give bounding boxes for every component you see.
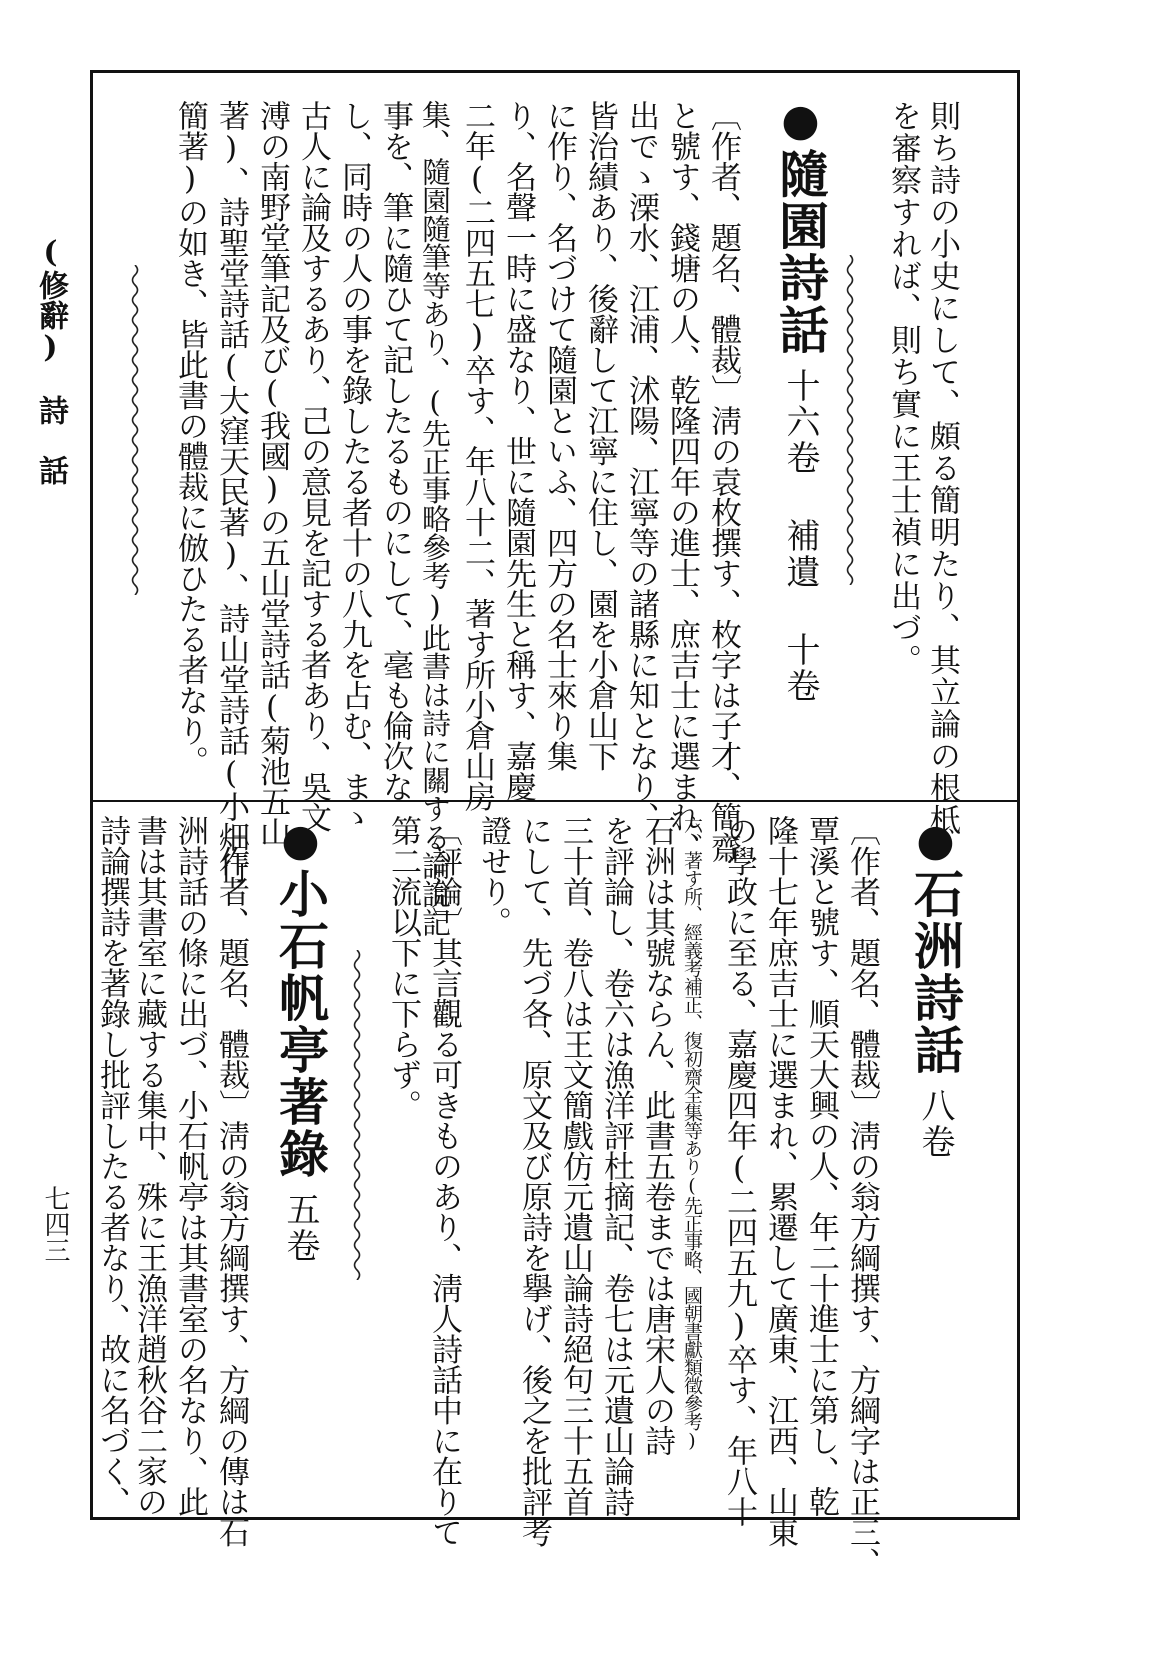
intro-line-2: を審察すれば、則ち實に王士禎に出づ。 <box>885 100 921 676</box>
wavy-divider <box>845 255 855 585</box>
shizhou-line-5: 六、著す所、經義考補正、復初齋全集等あり(先正事略、國朝書獻類徵參考) <box>681 815 703 1451</box>
heading-volumes: 十六卷 補遺 十卷 <box>780 368 820 704</box>
shizhou-line-3: 隆十七年庶吉士に選まれ、累遷して廣東、江西、山東 <box>762 815 798 1547</box>
running-head: (修辭) 詩 話 <box>33 235 68 485</box>
heading-volumes: 八卷 <box>915 1088 955 1160</box>
shizhou-line-8: 三十首、卷八は王文簡戲仿元遺山論詩絕句三十五首 <box>557 815 593 1517</box>
heading-suiyuan <box>771 95 830 704</box>
xiaoshifan-line-2: 洲詩話の條に出づ、小石帆亭は其書室の名なり、此 <box>172 815 208 1517</box>
suiyuan-line-2: と號す、錢塘の人、乾隆四年の進士、庶吉士に選まれ、 <box>664 100 700 863</box>
heading-title: 小石帆亭著錄 <box>271 868 330 1180</box>
intro-line-1: 則ち詩の小史にして、頗る簡明たり、其立論の根柢 <box>924 100 960 836</box>
heading-shizhou <box>906 815 965 1160</box>
suiyuan-line-11: 古人に論及するあり、己の意見を記する者あり、吳文 <box>295 100 331 832</box>
suiyuan-line-8: 集、隨園隨筆等あり、(先正事略參考)此書は詩に關する論說記 <box>418 100 452 937</box>
suiyuan-line-4: 皆治績あり、後辭して江寧に住し、園を小倉山下 <box>582 100 618 771</box>
shizhou-line-9: にして、先づ各、原文及び原詩を擧げ、後之を批評考 <box>516 815 552 1547</box>
suiyuan-line-5: に作り、名づけて隨園といふ、四方の名士來り集 <box>541 100 577 771</box>
heading-xiaoshifan <box>271 815 330 1264</box>
shizhou-line-4: の學政に至る、嘉慶四年(二四五九)卒す、年八十 <box>721 815 757 1527</box>
heading-title: 隨園詩話 <box>771 148 830 356</box>
suiyuan-line-10: し、同時の人の事を錄したる者十の八九を占む、まゝ <box>336 100 372 832</box>
suiyuan-line-3: 出でゝ溧水、江浦、沭陽、江寧等の諸縣に知となり、 <box>623 100 659 832</box>
suiyuan-line-7: 二年(二四五七)卒す、年八十二、著す所小倉山房 <box>459 100 495 812</box>
shizhou-line-6: 石洲は其號ならん、此書五卷までは唐宋人の詩 <box>639 815 675 1456</box>
shizhou-line-1: 〔作者、題名、體裁〕淸の翁方綱撰す、方綱字は正三、 <box>844 815 880 1578</box>
shizhou-line-7: を評論し、卷六は漁洋評杜摘記、卷七は元遺山論詩 <box>598 815 634 1517</box>
heading-title: 石洲詩話 <box>906 868 965 1076</box>
xiaoshifan-line-1: 〔作者、題名、體裁〕淸の翁方綱撰す、方綱の傳は石 <box>213 815 249 1547</box>
suiyuan-line-13: 著)、詩聖堂詩話(大窪天民著)、詩山堂詩話(小畑行 <box>213 100 249 883</box>
suiyuan-line-14: 簡著)の如き、皆此書の體裁に倣ひたる者なり。 <box>172 100 208 776</box>
suiyuan-line-6: り、名聲一時に盛なり、世に隨園先生と稱す、嘉慶 <box>500 100 536 802</box>
shizhou-review-2: 第二流以下に下らず。 <box>385 815 421 1120</box>
xiaoshifan-line-4: 詩論撰詩を著錄し批評したる者なり、故に名づく、 <box>94 815 130 1517</box>
bullet-marker: ● <box>775 95 826 148</box>
shizhou-line-2: 覃溪と號す、順天大興の人、年二十進士に第し、乾 <box>803 815 839 1517</box>
suiyuan-line-1: 〔作者、題名、體裁〕淸の袁枚撰す、枚字は子才、簡齋 <box>705 100 741 863</box>
suiyuan-line-9: 事を、筆に隨ひて記したるものにして、毫も倫次な <box>377 100 413 802</box>
suiyuan-line-12: 溥の南野堂筆記及び(我國)の五山堂詩話(菊池五山 <box>254 100 290 847</box>
xiaoshifan-line-3: 書は其書室に藏する集中、殊に王漁洋趙秋谷二家の <box>131 815 167 1517</box>
wavy-divider <box>130 265 140 595</box>
page-number: 七四三 <box>40 1185 70 1263</box>
shizhou-line-10: 證せり。 <box>475 815 511 937</box>
bullet-marker: ● <box>910 815 961 868</box>
bullet-marker: ● <box>275 815 326 868</box>
shizhou-review-1: 〔評論〕其言觀る可きものあり、淸人詩話中に在りて <box>426 815 462 1547</box>
wavy-divider <box>352 950 362 1280</box>
heading-volumes: 五卷 <box>280 1192 320 1264</box>
